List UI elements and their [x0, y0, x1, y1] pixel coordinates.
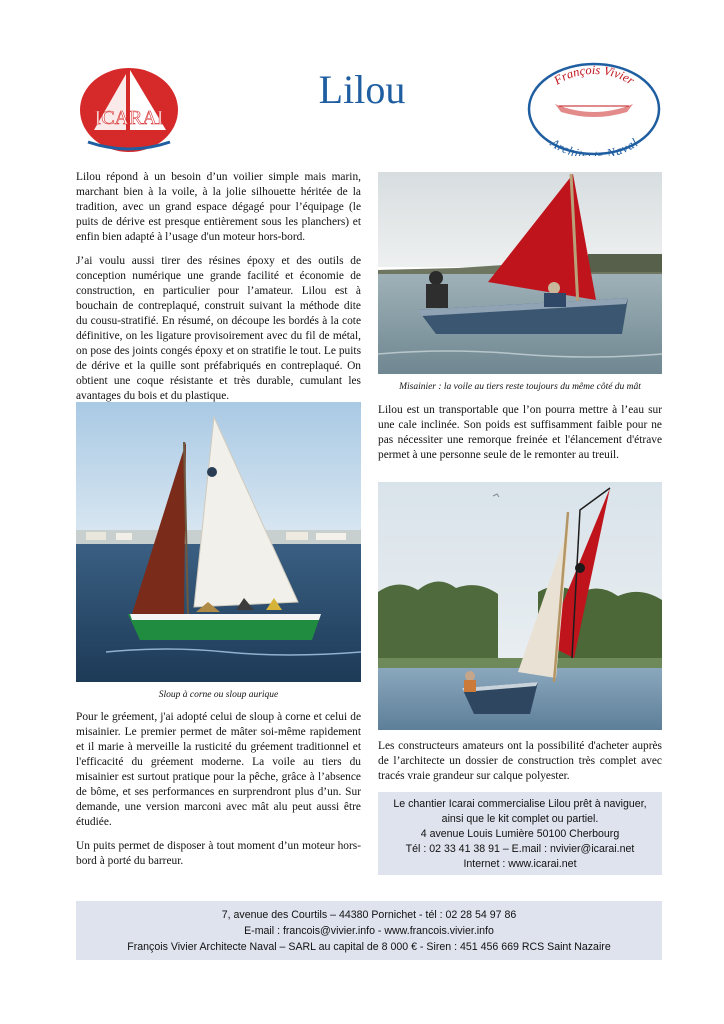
left-column-rigging	[76, 710, 361, 878]
icarai-logo	[78, 66, 180, 154]
intro-paragraph: Lilou répond à un besoin d’un voilier simple mais marin, marchant bien à la voile, à la jolie silhouette héritée de la tradition, avec un grand espace dégagé pour l’équipage (le puits de dérive est presque entièrement sous les planchers) et enfin bien adapté à l’usage d'un moteur hors-bord.	[76, 171, 361, 243]
outboard-paragraph: Un puits permet de disposer à tout moment d’un moteur hors-bord à porté du barreur.	[76, 840, 361, 867]
right-column-kit	[378, 739, 662, 793]
footer-company: François Vivier Architecte Naval – SARL au capital de 8 000 € - Siren : 451 456 669 RCS Saint Nazaire	[127, 941, 611, 953]
footer-address: 7, avenue des Courtils – 44380 Pornichet - tél : 02 28 54 97 86	[221, 909, 517, 921]
right-column-transport	[378, 403, 662, 472]
rigging-paragraph: Pour le gréement, j'ai adopté celui de sloup à corne et celui de misainier. Le premier permet de mâter soi-même rapidement et il marie à merveille la rusticité du gréement traditionnel et l'efficacité du gréement moderne. La voile au tiers du misainier est surtout pratique pour la pêche, grâce à l’absence de bôme, et ses performances en surprendront plus d’un. Sur demande, une version marconi avec mât alu peut aussi être étudiée.	[76, 711, 361, 828]
icarai-logo-text: ICARAI	[94, 107, 164, 129]
misainier-photo	[378, 172, 662, 374]
vivier-logo-top-text: François Vivier	[551, 62, 637, 88]
construction-paragraph: J’ai voulu aussi tirer des résines époxy et des outils de conception numérique une grande facilité et économie de construction, en particulier pour l’amateur. Lilou est à bouchain de contreplaqué, construit suivant la méthode dite du cousu-stratifié. En résumé, on découpe les bordés à la cote définitive, on les ligature provisoirement avec du fil de métal, on pose des joints congés époxy et on stratifie le tout. Le puits de dérive et la quille sont préfabriqués en contreplaqué. On obtient une coque résistante et très durable, cumulant les avantages du bois et du plastique.	[76, 255, 361, 402]
kit-paragraph: Les constructeurs amateurs ont la possibilité d'acheter auprès de l’architecte un dossier de construction très complet avec tracés vraie grandeur sur calque polyester.	[378, 740, 662, 782]
misainier-photo-caption: Misainier : la voile au tiers reste toujours du même côté du mât	[399, 382, 641, 392]
page-title: Lilou	[318, 67, 406, 112]
icarai-info-box	[378, 792, 662, 875]
francois-vivier-logo	[527, 62, 661, 156]
left-column-intro	[76, 170, 361, 413]
info-box-line-2: ainsi que le kit complet ou partiel.	[441, 813, 599, 825]
footer	[76, 901, 662, 960]
sloop-photo-caption: Sloup à corne ou sloup aurique	[158, 690, 279, 700]
sloop-photo	[76, 402, 361, 682]
misainier-sailing-photo	[378, 482, 662, 730]
info-box-line-4: Tél : 02 33 41 38 91 – E.mail : nvivier@icarai.net	[405, 843, 635, 855]
info-box-line-5: Internet : www.icarai.net	[463, 858, 577, 870]
footer-contact: E-mail : francois@vivier.info - www.francois.vivier.info	[244, 925, 494, 937]
info-box-line-1: Le chantier Icarai commercialise Lilou prêt à naviguer,	[393, 798, 647, 810]
transport-paragraph: Lilou est un transportable que l’on pourra mettre à l’eau sur une cale inclinée. Son poids est suffisamment faible pour ne pas nécessiter une remorque freinée et l'élancement d'étrave permet à une personne seule de le remonter au treuil.	[378, 404, 662, 461]
vivier-logo-bottom-text: Architecte Naval	[547, 135, 641, 156]
info-box-line-3: 4 avenue Louis Lumière 50100 Cherbourg	[420, 828, 620, 840]
